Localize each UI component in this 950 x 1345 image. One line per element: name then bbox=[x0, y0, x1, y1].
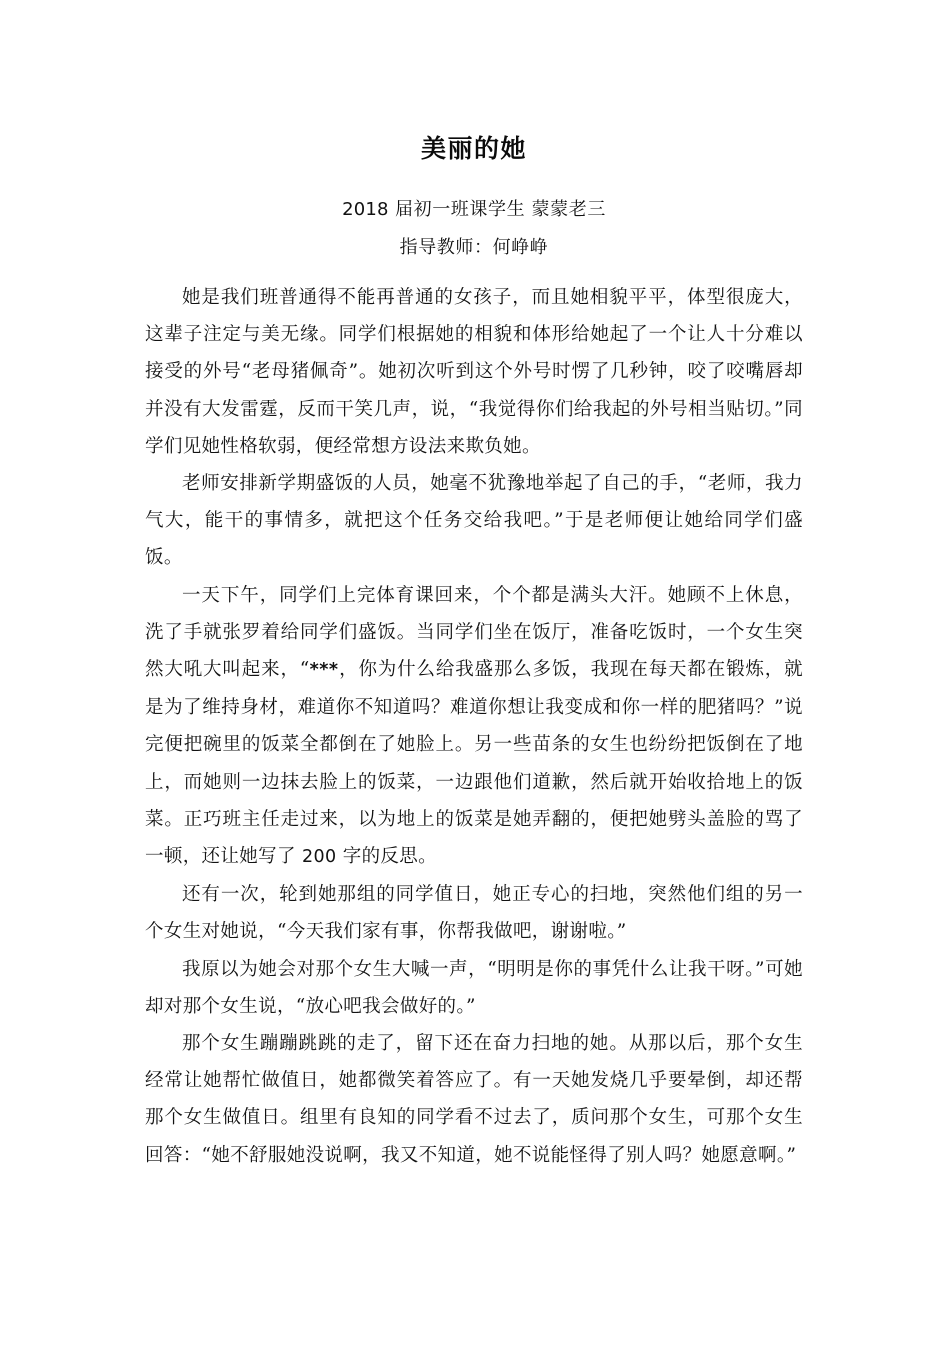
document-content bbox=[145, 0, 803, 1174]
paragraph-6: 那个女生蹦蹦跳跳的走了，留下还在奋力扫地的她。从那以后，那个女生经常让她帮忙做值日，她都微笑着答应了。有一天她发烧几乎要晕倒，却还帮那个女生做值日。组里有良知的同学看不过去了，质问那个女生，可那个女生回答：“她不舒服她没说啊，我又不知道，她不说能怪得了别人吗？她愿意啊。” bbox=[145, 1033, 803, 1166]
byline-text: 届初一班课学生 蒙蒙老三 bbox=[388, 199, 606, 220]
paragraph-3-part-1: 一天下午，同学们上完体育课回来，个个都是满头大汗。她顾不上休息，洗了手就张罗着给同学们盛饭。当同学们坐在饭厅，准备吃饭时，一个女生突然大吼大叫起来，“ bbox=[145, 584, 803, 681]
paragraph-3-part-2: ，你为什么给我盛那么多饭，我现在每天都在锻炼，就是为了维持身材，难道你不知道吗？难道你想让我变成和你一样的肥猪吗？”说完便把碗里的饭菜全都倒在了她脸上。另一些苗条的女生也纷纷把饭倒在了地上，而她则一边抹去脸上的饭菜，一边跟他们道歉，然后就开始收拾地上的饭菜。正巧班主任走过来，以为地上的饭菜是她弄翻的，便把她劈头盖脸的骂了一顿，还让她写了 bbox=[145, 659, 804, 868]
paragraph-1: 她是我们班普通得不能再普通的女孩子，而且她相貌平平，体型很庞大，这辈子注定与美无缘。同学们根据她的相貌和体形给她起了一个让人十分难以接受的外号“老母猪佩奇”。她初次听到这个外号时愣了几秒钟，咬了咬嘴唇却并没有大发雷霆，反而干笑几声，说，“我觉得你们给我起的外号相当贴切。”同学们见她性格软弱，便经常想方设法来欺负她。 bbox=[145, 287, 803, 457]
byline-year: 2018 bbox=[342, 199, 389, 220]
paragraph-2: 老师安排新学期盛饭的人员，她毫不犹豫地举起了自己的手，“老师，我力气大，能干的事情多，就把这个任务交给我吧。”于是老师便让她给同学们盛饭。 bbox=[145, 473, 803, 569]
advisor-line: 指导教师：何峥峥 bbox=[399, 237, 549, 258]
byline bbox=[145, 166, 803, 223]
paragraph-4: 还有一次，轮到她那组的同学值日，她正专心的扫地，突然他们组的另一个女生对她说，“今天我们家有事，你帮我做吧，谢谢啦。” bbox=[145, 884, 803, 943]
page-title: 美丽的她 bbox=[420, 134, 527, 163]
censored-name-token: *** bbox=[309, 660, 339, 681]
paragraph-3 bbox=[145, 577, 803, 877]
essay-body bbox=[145, 261, 803, 1174]
paragraph-5: 我原以为她会对那个女生大喊一声，“明明是你的事凭什么让我干呀。”可她却对那个女生说，“放心吧我会做好的。” bbox=[145, 958, 803, 1017]
reflection-word-count: 200 bbox=[302, 847, 337, 868]
paragraph-3-part-3: 字的反思。 bbox=[336, 846, 437, 868]
